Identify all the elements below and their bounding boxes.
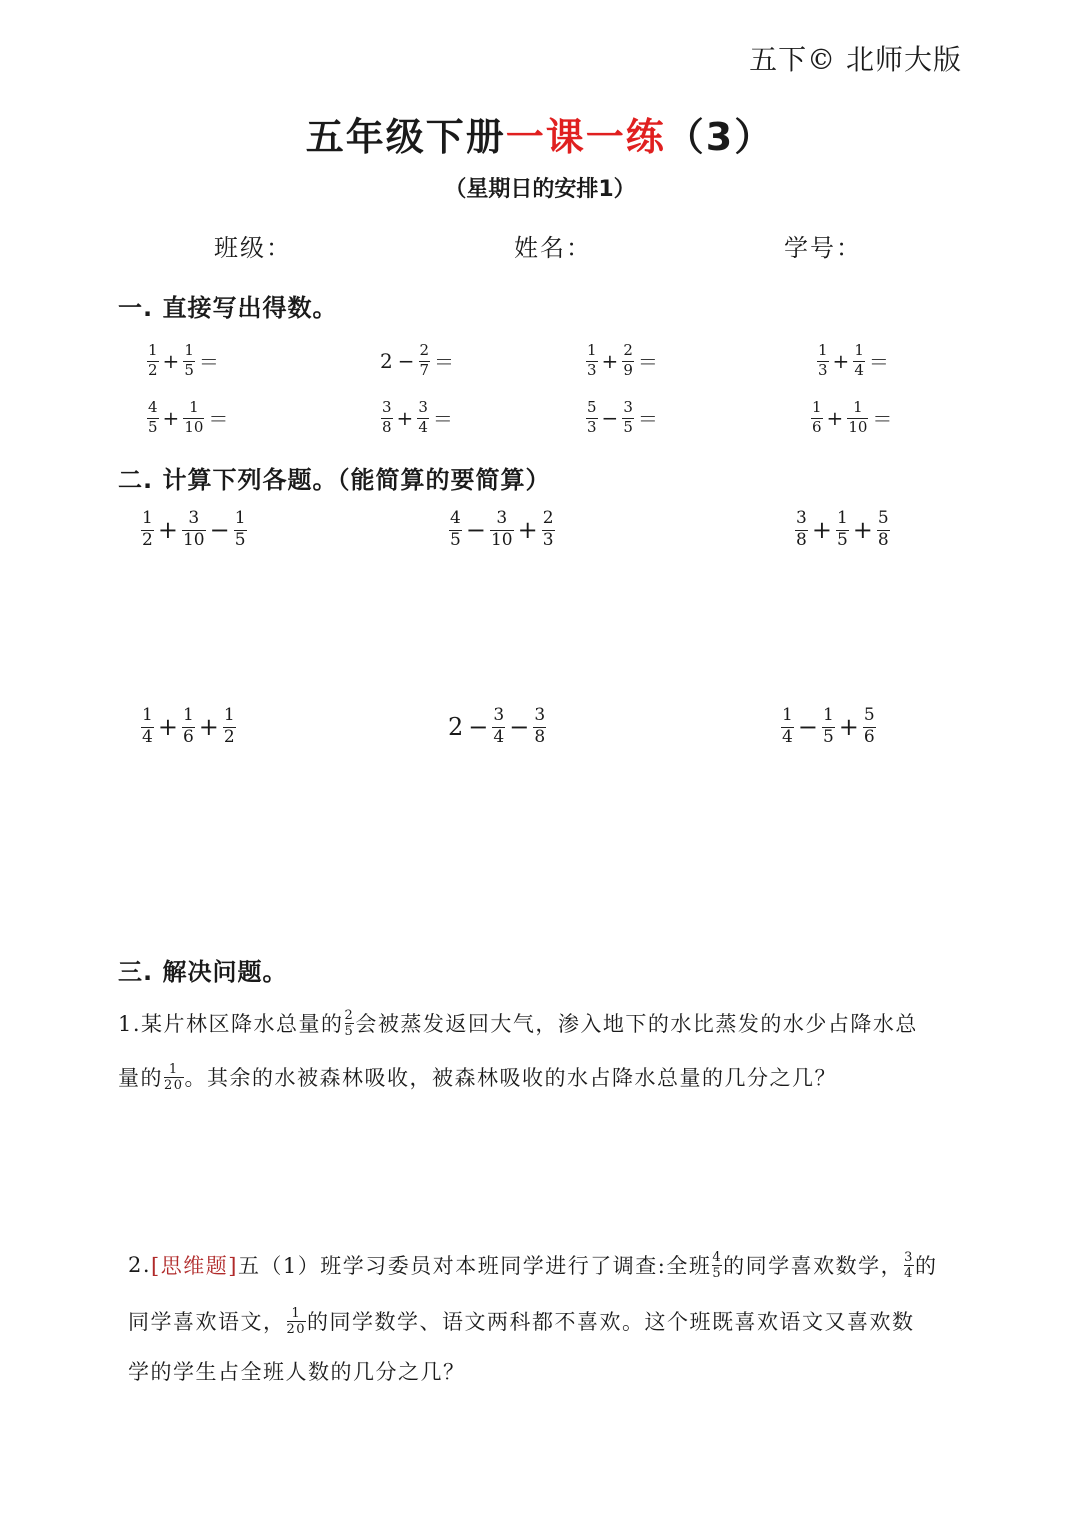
operator: − (397, 348, 415, 373)
denominator: 10 (182, 529, 205, 550)
thinking-question-tag: [思维题] (151, 1254, 238, 1278)
fraction (781, 707, 794, 747)
whole-number: 2 (448, 712, 464, 741)
question-2-line-1 (128, 1250, 937, 1280)
fraction (492, 707, 505, 747)
calc-problem-3 (794, 510, 891, 550)
numerator: 1 (234, 508, 246, 528)
operator: − (468, 712, 489, 741)
fraction (822, 707, 835, 747)
class-label: 班级： (214, 234, 292, 262)
oral-calc-expression (585, 400, 661, 436)
oral-calc-expression (146, 343, 222, 379)
equals-sign: ＝ (198, 350, 219, 375)
numerator: 1 (818, 341, 828, 359)
denominator: 10 (490, 529, 513, 550)
operator: + (601, 348, 619, 373)
numerator: 1 (182, 705, 194, 725)
calc-problem-5 (448, 707, 547, 747)
numerator: 1 (812, 398, 822, 416)
fraction (853, 343, 865, 379)
fraction (817, 343, 829, 379)
operator: − (465, 515, 486, 544)
fraction (147, 343, 159, 379)
numerator: 2 (344, 1007, 355, 1023)
numerator: 1 (142, 508, 153, 528)
fraction (419, 343, 431, 379)
operator: − (601, 405, 619, 430)
calc-problem-1 (140, 510, 248, 550)
fraction (847, 400, 868, 436)
equals-sign: ＝ (637, 350, 658, 375)
question-text: 同学喜欢语文， (128, 1310, 286, 1334)
inline-fraction (345, 1009, 355, 1038)
question-1-line-1 (118, 1008, 918, 1038)
operator: + (157, 712, 178, 741)
numerator: 2 (623, 341, 633, 359)
fraction (836, 510, 849, 550)
denominator: 2 (142, 529, 153, 550)
operator: + (838, 712, 859, 741)
calc-problem-2 (448, 510, 556, 550)
denominator: 10 (848, 417, 868, 436)
operator: + (811, 515, 832, 544)
operator: − (797, 712, 818, 741)
oral-calc-expression (810, 400, 895, 436)
numerator: 1 (142, 705, 153, 725)
question-text: 的同学喜欢数学， (723, 1254, 904, 1278)
question-text: 会被蒸发返回大气，渗入地下的水比蒸发的水少占降水总 (355, 1012, 918, 1036)
denominator: 3 (587, 417, 597, 436)
denominator: 3 (542, 529, 554, 550)
numerator: 1 (148, 341, 158, 359)
operator: + (396, 405, 414, 430)
denominator: 3 (587, 360, 597, 379)
question-2-line-3 (128, 1356, 466, 1386)
fraction (863, 707, 876, 747)
denominator: 2 (148, 360, 158, 379)
operator: + (162, 348, 180, 373)
denominator: 8 (534, 726, 546, 747)
denominator: 5 (450, 529, 461, 550)
numerator: 1 (782, 705, 793, 725)
numerator: 4 (450, 508, 461, 528)
denominator: 20 (286, 1321, 307, 1337)
question-text: 学的学生占全班人数的几分之几？ (128, 1360, 466, 1384)
numerator: 1 (587, 341, 597, 359)
denominator: 6 (182, 726, 194, 747)
numerator: 1 (291, 1305, 302, 1321)
question-number: 2. (128, 1253, 152, 1277)
fraction (586, 343, 598, 379)
fraction (586, 400, 598, 436)
fraction (542, 510, 555, 550)
equals-sign: ＝ (872, 407, 893, 432)
numerator: 3 (188, 508, 200, 528)
denominator: 4 (142, 726, 153, 747)
numerator: 1 (836, 508, 848, 528)
fraction (234, 510, 247, 550)
equals-sign: ＝ (432, 407, 453, 432)
numerator: 5 (587, 398, 597, 416)
numerator: 1 (168, 1061, 179, 1077)
fraction (183, 400, 204, 436)
calc-problem-6 (780, 707, 877, 747)
operator: − (209, 515, 230, 544)
fraction (622, 400, 634, 436)
numerator: 3 (418, 398, 428, 416)
numerator: 5 (877, 508, 889, 528)
numerator: 4 (712, 1249, 723, 1265)
denominator: 5 (344, 1023, 355, 1039)
denominator: 5 (822, 726, 834, 747)
title-prefix: 五年级下册 (305, 115, 506, 159)
title-suffix: （3） (665, 115, 775, 159)
numerator: 1 (189, 398, 199, 416)
numerator: 1 (822, 705, 834, 725)
denominator: 5 (712, 1265, 723, 1281)
denominator: 5 (234, 529, 246, 550)
operator: − (509, 712, 530, 741)
fraction (182, 707, 195, 747)
title-highlight: 一课一练 (505, 115, 666, 159)
denominator: 5 (148, 417, 158, 436)
denominator: 4 (904, 1265, 914, 1281)
operator: + (826, 405, 844, 430)
fraction (533, 707, 546, 747)
inline-fraction (904, 1251, 914, 1280)
numerator: 4 (148, 398, 158, 416)
equals-sign: ＝ (208, 407, 229, 432)
fraction (381, 400, 393, 436)
fraction (141, 707, 154, 747)
numerator: 3 (382, 398, 392, 416)
operator: + (517, 515, 538, 544)
denominator: 8 (877, 529, 889, 550)
inline-fraction (712, 1251, 722, 1280)
fraction (182, 510, 206, 550)
fraction (417, 400, 429, 436)
numerator: 2 (419, 341, 430, 359)
denominator: 8 (796, 529, 807, 550)
operator: + (162, 405, 180, 430)
question-1-line-2 (118, 1062, 837, 1092)
denominator: 2 (223, 726, 235, 747)
oral-calc-expression (380, 400, 456, 436)
operator: + (198, 712, 219, 741)
question-text: 的 (914, 1254, 938, 1278)
page-title (0, 106, 1080, 161)
question-text: 的同学数学、语文两科都不喜欢。这个班既喜欢语文又喜欢数 (307, 1310, 915, 1334)
denominator: 3 (818, 360, 828, 379)
numerator: 3 (796, 508, 807, 528)
numerator: 3 (904, 1249, 914, 1265)
calc-problem-4 (140, 707, 237, 747)
section1-heading: 一. 直接写出得数。 (118, 294, 338, 322)
oral-calc-expression (146, 400, 231, 436)
numerator: 2 (542, 508, 554, 528)
student-id-label: 学号： (784, 234, 862, 262)
question-text: 五（1）班学习委员对本班同学进行了调查:全班 (237, 1254, 712, 1278)
question-text: 1.某片林区降水总量的 (118, 1012, 344, 1036)
section2-heading: 二. 计算下列各题。（能简算的要简算） (118, 466, 551, 494)
fraction (141, 510, 154, 550)
fraction (877, 510, 890, 550)
fraction (449, 510, 462, 550)
denominator: 4 (418, 417, 428, 436)
denominator: 7 (419, 360, 430, 379)
denominator: 20 (164, 1077, 184, 1093)
question-2-line-2 (128, 1306, 915, 1336)
operator: + (852, 515, 873, 544)
edition-label: 五下© 北师大版 (749, 43, 962, 76)
question-text: 。其余的水被森林吸收，被森林吸收的水占降水总量的几分之几？ (184, 1066, 838, 1090)
fraction (490, 510, 514, 550)
numerator: 3 (623, 398, 633, 416)
denominator: 5 (184, 360, 194, 379)
equals-sign: ＝ (868, 350, 889, 375)
fraction (223, 707, 236, 747)
inline-fraction (287, 1307, 307, 1336)
denominator: 9 (623, 360, 633, 379)
oral-calc-expression (816, 343, 892, 379)
numerator: 1 (184, 341, 194, 359)
equals-sign: ＝ (637, 407, 658, 432)
denominator: 4 (493, 726, 505, 747)
fraction (795, 510, 808, 550)
denominator: 4 (782, 726, 793, 747)
denominator: 8 (382, 417, 392, 436)
fraction (811, 400, 823, 436)
denominator: 6 (863, 726, 875, 747)
page-subtitle: （星期日的安排1） (444, 177, 636, 202)
operator: + (832, 348, 850, 373)
numerator: 1 (853, 398, 863, 416)
numerator: 3 (534, 705, 546, 725)
operator: + (157, 515, 178, 544)
denominator: 4 (854, 360, 864, 379)
question-text: 量的 (118, 1066, 163, 1090)
denominator: 5 (623, 417, 633, 436)
denominator: 6 (812, 417, 822, 436)
whole-number: 2 (380, 348, 393, 373)
oral-calc-expression (585, 343, 661, 379)
name-label: 姓名： (514, 234, 592, 262)
equals-sign: ＝ (434, 350, 455, 375)
denominator: 5 (836, 529, 848, 550)
denominator: 10 (184, 417, 204, 436)
fraction (622, 343, 634, 379)
inline-fraction (164, 1063, 184, 1092)
fraction (147, 400, 159, 436)
numerator: 3 (493, 705, 505, 725)
oral-calc-expression (380, 343, 457, 379)
numerator: 1 (854, 341, 864, 359)
numerator: 3 (496, 508, 508, 528)
section3-heading: 三. 解决问题。 (118, 958, 288, 986)
fraction (183, 343, 195, 379)
numerator: 1 (223, 705, 235, 725)
numerator: 5 (863, 705, 875, 725)
